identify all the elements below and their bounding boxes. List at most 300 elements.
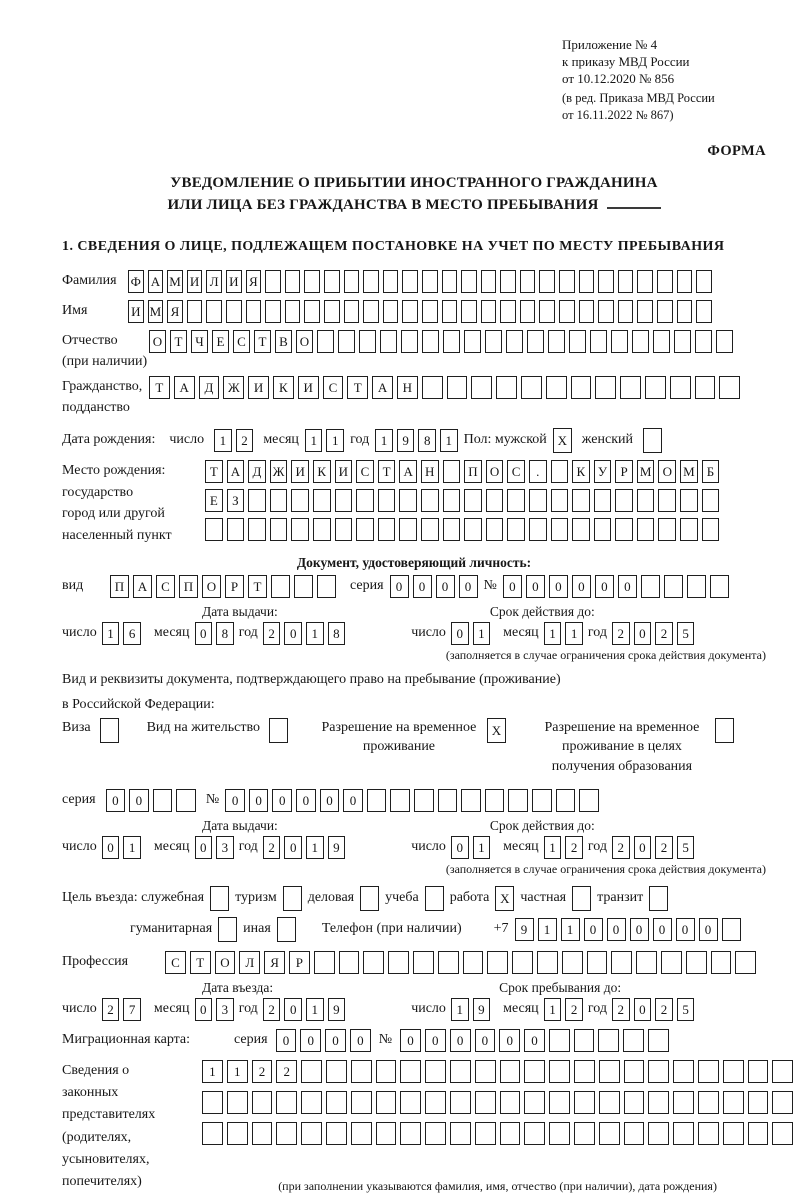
char-cell[interactable] — [551, 489, 569, 512]
char-cell[interactable] — [210, 886, 229, 911]
char-cell[interactable] — [549, 1060, 570, 1083]
char-cell[interactable]: Ж — [270, 460, 288, 483]
char-cell[interactable]: 2 — [612, 836, 630, 859]
char-cell[interactable] — [549, 1029, 570, 1052]
char-cell[interactable] — [461, 789, 481, 812]
char-cell[interactable] — [696, 300, 712, 323]
char-cell[interactable]: И — [187, 270, 203, 293]
char-cell[interactable] — [500, 1091, 521, 1114]
char-cell[interactable] — [301, 1060, 322, 1083]
char-cell[interactable] — [615, 489, 633, 512]
char-cell[interactable] — [673, 1060, 694, 1083]
char-cell[interactable]: 0 — [195, 998, 213, 1021]
char-cell[interactable] — [338, 330, 355, 353]
char-cell[interactable] — [611, 951, 632, 974]
char-cell[interactable]: 5 — [677, 622, 695, 645]
char-cell[interactable] — [559, 300, 575, 323]
char-cell[interactable]: 0 — [572, 575, 591, 598]
char-cell[interactable] — [425, 1091, 446, 1114]
char-cell[interactable] — [376, 1091, 397, 1114]
char-cell[interactable] — [304, 300, 320, 323]
char-cell[interactable]: 0 — [618, 575, 637, 598]
char-cell[interactable]: 9 — [328, 836, 346, 859]
char-cell[interactable] — [304, 270, 320, 293]
char-cell[interactable]: О — [202, 575, 221, 598]
char-cell[interactable] — [227, 518, 245, 541]
char-cell[interactable] — [383, 300, 399, 323]
char-cell[interactable] — [464, 489, 482, 512]
char-cell[interactable] — [464, 518, 482, 541]
char-cell[interactable]: 2 — [655, 998, 673, 1021]
char-cell[interactable] — [443, 330, 460, 353]
char-cell[interactable]: 2 — [236, 429, 254, 452]
char-cell[interactable] — [641, 575, 660, 598]
char-cell[interactable]: К — [273, 376, 294, 399]
char-cell[interactable]: 0 — [296, 789, 316, 812]
char-cell[interactable] — [702, 518, 720, 541]
char-cell[interactable]: И — [248, 376, 269, 399]
char-cell[interactable] — [376, 1122, 397, 1145]
char-cell[interactable] — [356, 518, 374, 541]
char-cell[interactable]: 0 — [390, 575, 409, 598]
char-cell[interactable]: 3 — [216, 836, 234, 859]
char-cell[interactable] — [485, 330, 502, 353]
char-cell[interactable] — [599, 1060, 620, 1083]
char-cell[interactable] — [657, 270, 673, 293]
char-cell[interactable] — [414, 789, 434, 812]
char-cell[interactable]: X — [553, 428, 572, 453]
char-cell[interactable] — [562, 951, 583, 974]
char-cell[interactable]: И — [128, 300, 144, 323]
char-cell[interactable] — [643, 428, 662, 453]
char-cell[interactable] — [313, 489, 331, 512]
char-cell[interactable]: 1 — [451, 998, 469, 1021]
char-cell[interactable]: 2 — [655, 622, 673, 645]
char-cell[interactable]: 1 — [227, 1060, 248, 1083]
char-cell[interactable]: Р — [225, 575, 244, 598]
char-cell[interactable]: 0 — [676, 918, 695, 941]
char-cell[interactable]: А — [399, 460, 417, 483]
char-cell[interactable]: Ж — [223, 376, 244, 399]
char-cell[interactable] — [772, 1060, 793, 1083]
char-cell[interactable]: П — [179, 575, 198, 598]
char-cell[interactable] — [687, 575, 706, 598]
char-cell[interactable] — [413, 951, 434, 974]
char-cell[interactable] — [270, 489, 288, 512]
char-cell[interactable] — [645, 376, 666, 399]
char-cell[interactable] — [326, 1091, 347, 1114]
char-cell[interactable]: 0 — [276, 1029, 297, 1052]
char-cell[interactable] — [344, 300, 360, 323]
char-cell[interactable] — [574, 1122, 595, 1145]
char-cell[interactable] — [507, 489, 525, 512]
char-cell[interactable] — [326, 1060, 347, 1083]
char-cell[interactable] — [637, 300, 653, 323]
char-cell[interactable] — [471, 376, 492, 399]
char-cell[interactable]: 1 — [306, 998, 324, 1021]
char-cell[interactable] — [539, 300, 555, 323]
char-cell[interactable] — [657, 300, 673, 323]
char-cell[interactable] — [512, 951, 533, 974]
char-cell[interactable]: Ч — [191, 330, 208, 353]
char-cell[interactable]: 0 — [450, 1029, 471, 1052]
char-cell[interactable]: 0 — [413, 575, 432, 598]
char-cell[interactable] — [556, 789, 576, 812]
char-cell[interactable]: Л — [206, 270, 222, 293]
char-cell[interactable] — [680, 489, 698, 512]
char-cell[interactable]: И — [291, 460, 309, 483]
char-cell[interactable]: 2 — [252, 1060, 273, 1083]
char-cell[interactable] — [637, 489, 655, 512]
char-cell[interactable] — [529, 518, 547, 541]
char-cell[interactable]: 5 — [677, 998, 695, 1021]
char-cell[interactable]: З — [227, 489, 245, 512]
char-cell[interactable]: 0 — [284, 998, 302, 1021]
char-cell[interactable] — [574, 1029, 595, 1052]
char-cell[interactable] — [400, 1060, 421, 1083]
char-cell[interactable]: М — [167, 270, 183, 293]
char-cell[interactable]: О — [658, 460, 676, 483]
char-cell[interactable] — [496, 376, 517, 399]
char-cell[interactable] — [100, 718, 119, 743]
char-cell[interactable] — [378, 518, 396, 541]
char-cell[interactable]: П — [110, 575, 129, 598]
char-cell[interactable] — [443, 489, 461, 512]
char-cell[interactable]: 0 — [459, 575, 478, 598]
char-cell[interactable]: Т — [190, 951, 211, 974]
char-cell[interactable] — [637, 270, 653, 293]
char-cell[interactable] — [351, 1091, 372, 1114]
char-cell[interactable] — [294, 575, 313, 598]
char-cell[interactable] — [649, 886, 668, 911]
char-cell[interactable] — [537, 951, 558, 974]
char-cell[interactable] — [421, 489, 439, 512]
char-cell[interactable] — [248, 518, 266, 541]
char-cell[interactable] — [698, 1122, 719, 1145]
char-cell[interactable] — [399, 489, 417, 512]
char-cell[interactable] — [202, 1091, 223, 1114]
char-cell[interactable] — [590, 330, 607, 353]
char-cell[interactable] — [400, 1122, 421, 1145]
char-cell[interactable] — [532, 789, 552, 812]
char-cell[interactable]: 0 — [249, 789, 269, 812]
char-cell[interactable] — [594, 518, 612, 541]
char-cell[interactable] — [574, 1060, 595, 1083]
char-cell[interactable] — [702, 489, 720, 512]
char-cell[interactable] — [521, 376, 542, 399]
char-cell[interactable] — [335, 489, 353, 512]
char-cell[interactable]: Н — [421, 460, 439, 483]
char-cell[interactable]: 1 — [102, 622, 120, 645]
char-cell[interactable] — [716, 330, 733, 353]
char-cell[interactable] — [723, 1060, 744, 1083]
char-cell[interactable] — [314, 951, 335, 974]
char-cell[interactable] — [680, 518, 698, 541]
char-cell[interactable]: 2 — [263, 836, 281, 859]
char-cell[interactable] — [658, 489, 676, 512]
char-cell[interactable]: 2 — [102, 998, 120, 1021]
char-cell[interactable] — [388, 951, 409, 974]
char-cell[interactable] — [648, 1060, 669, 1083]
char-cell[interactable]: С — [356, 460, 374, 483]
char-cell[interactable]: Т — [170, 330, 187, 353]
char-cell[interactable] — [710, 575, 729, 598]
char-cell[interactable]: 0 — [524, 1029, 545, 1052]
char-cell[interactable]: X — [495, 886, 514, 911]
char-cell[interactable] — [658, 518, 676, 541]
char-cell[interactable] — [425, 886, 444, 911]
char-cell[interactable] — [546, 376, 567, 399]
char-cell[interactable] — [579, 270, 595, 293]
char-cell[interactable] — [569, 330, 586, 353]
char-cell[interactable] — [500, 1060, 521, 1083]
char-cell[interactable] — [673, 1122, 694, 1145]
char-cell[interactable] — [425, 1122, 446, 1145]
char-cell[interactable] — [520, 300, 536, 323]
char-cell[interactable]: 7 — [123, 998, 141, 1021]
char-cell[interactable] — [548, 330, 565, 353]
char-cell[interactable]: 0 — [195, 836, 213, 859]
char-cell[interactable]: 3 — [216, 998, 234, 1021]
char-cell[interactable] — [664, 575, 683, 598]
char-cell[interactable] — [402, 270, 418, 293]
char-cell[interactable]: 0 — [102, 836, 120, 859]
char-cell[interactable] — [270, 518, 288, 541]
char-cell[interactable] — [695, 376, 716, 399]
char-cell[interactable]: А — [372, 376, 393, 399]
char-cell[interactable]: Б — [702, 460, 720, 483]
char-cell[interactable] — [529, 489, 547, 512]
char-cell[interactable]: 2 — [565, 836, 583, 859]
char-cell[interactable] — [367, 789, 387, 812]
char-cell[interactable]: 0 — [499, 1029, 520, 1052]
char-cell[interactable]: А — [174, 376, 195, 399]
char-cell[interactable] — [648, 1122, 669, 1145]
char-cell[interactable] — [598, 300, 614, 323]
char-cell[interactable] — [653, 330, 670, 353]
char-cell[interactable]: 1 — [544, 998, 562, 1021]
char-cell[interactable] — [380, 330, 397, 353]
char-cell[interactable]: . — [529, 460, 547, 483]
char-cell[interactable]: 5 — [677, 836, 695, 859]
char-cell[interactable] — [549, 1091, 570, 1114]
char-cell[interactable] — [698, 1060, 719, 1083]
char-cell[interactable]: 0 — [300, 1029, 321, 1052]
char-cell[interactable]: 0 — [400, 1029, 421, 1052]
char-cell[interactable]: Д — [248, 460, 266, 483]
char-cell[interactable] — [359, 330, 376, 353]
char-cell[interactable] — [723, 1122, 744, 1145]
char-cell[interactable] — [276, 1122, 297, 1145]
char-cell[interactable]: 0 — [630, 918, 649, 941]
char-cell[interactable]: Т — [378, 460, 396, 483]
char-cell[interactable] — [623, 1029, 644, 1052]
char-cell[interactable] — [486, 518, 504, 541]
char-cell[interactable]: 0 — [425, 1029, 446, 1052]
char-cell[interactable] — [401, 330, 418, 353]
char-cell[interactable]: 2 — [612, 622, 630, 645]
char-cell[interactable]: М — [680, 460, 698, 483]
char-cell[interactable]: 0 — [129, 789, 149, 812]
char-cell[interactable] — [252, 1122, 273, 1145]
char-cell[interactable] — [677, 300, 693, 323]
char-cell[interactable]: 0 — [634, 622, 652, 645]
char-cell[interactable] — [376, 1060, 397, 1083]
char-cell[interactable] — [698, 1091, 719, 1114]
char-cell[interactable] — [283, 886, 302, 911]
char-cell[interactable] — [524, 1122, 545, 1145]
char-cell[interactable]: 1 — [306, 622, 324, 645]
char-cell[interactable]: 2 — [263, 622, 281, 645]
char-cell[interactable] — [422, 300, 438, 323]
char-cell[interactable]: 0 — [106, 789, 126, 812]
char-cell[interactable]: 8 — [328, 622, 346, 645]
char-cell[interactable] — [422, 376, 443, 399]
char-cell[interactable] — [464, 330, 481, 353]
char-cell[interactable] — [636, 951, 657, 974]
char-cell[interactable] — [673, 1091, 694, 1114]
char-cell[interactable] — [443, 460, 461, 483]
char-cell[interactable]: Р — [615, 460, 633, 483]
char-cell[interactable]: 0 — [195, 622, 213, 645]
char-cell[interactable]: 9 — [473, 998, 491, 1021]
char-cell[interactable] — [438, 951, 459, 974]
char-cell[interactable] — [648, 1091, 669, 1114]
char-cell[interactable]: Т — [254, 330, 271, 353]
char-cell[interactable]: С — [165, 951, 186, 974]
char-cell[interactable]: А — [133, 575, 152, 598]
char-cell[interactable]: 0 — [653, 918, 672, 941]
char-cell[interactable]: 0 — [343, 789, 363, 812]
char-cell[interactable] — [344, 270, 360, 293]
char-cell[interactable]: 0 — [526, 575, 545, 598]
char-cell[interactable] — [421, 518, 439, 541]
char-cell[interactable]: 1 — [305, 429, 323, 452]
char-cell[interactable]: 1 — [538, 918, 557, 941]
char-cell[interactable] — [252, 1091, 273, 1114]
char-cell[interactable]: М — [637, 460, 655, 483]
char-cell[interactable] — [339, 951, 360, 974]
char-cell[interactable] — [735, 951, 756, 974]
char-cell[interactable] — [572, 489, 590, 512]
char-cell[interactable]: 0 — [634, 998, 652, 1021]
char-cell[interactable] — [271, 575, 290, 598]
char-cell[interactable] — [677, 270, 693, 293]
char-cell[interactable] — [485, 789, 505, 812]
char-cell[interactable] — [422, 270, 438, 293]
char-cell[interactable]: А — [148, 270, 164, 293]
char-cell[interactable]: В — [275, 330, 292, 353]
char-cell[interactable] — [248, 489, 266, 512]
char-cell[interactable] — [696, 270, 712, 293]
char-cell[interactable] — [599, 1091, 620, 1114]
char-cell[interactable]: Т — [347, 376, 368, 399]
char-cell[interactable]: С — [507, 460, 525, 483]
char-cell[interactable]: 2 — [263, 998, 281, 1021]
char-cell[interactable] — [674, 330, 691, 353]
char-cell[interactable] — [772, 1091, 793, 1114]
char-cell[interactable]: А — [227, 460, 245, 483]
char-cell[interactable] — [301, 1091, 322, 1114]
char-cell[interactable] — [620, 376, 641, 399]
char-cell[interactable]: Ф — [128, 270, 144, 293]
char-cell[interactable] — [772, 1122, 793, 1145]
char-cell[interactable] — [539, 270, 555, 293]
char-cell[interactable] — [422, 330, 439, 353]
char-cell[interactable]: 8 — [418, 429, 436, 452]
char-cell[interactable] — [723, 1091, 744, 1114]
char-cell[interactable] — [425, 1060, 446, 1083]
char-cell[interactable]: 0 — [225, 789, 245, 812]
char-cell[interactable] — [363, 300, 379, 323]
char-cell[interactable]: 0 — [325, 1029, 346, 1052]
char-cell[interactable] — [461, 300, 477, 323]
char-cell[interactable]: И — [335, 460, 353, 483]
char-cell[interactable] — [443, 518, 461, 541]
char-cell[interactable]: 1 — [544, 836, 562, 859]
char-cell[interactable] — [205, 518, 223, 541]
char-cell[interactable] — [524, 1091, 545, 1114]
char-cell[interactable] — [624, 1091, 645, 1114]
char-cell[interactable] — [351, 1122, 372, 1145]
char-cell[interactable] — [648, 1029, 669, 1052]
char-cell[interactable]: 1 — [375, 429, 393, 452]
char-cell[interactable]: 0 — [549, 575, 568, 598]
char-cell[interactable]: X — [487, 718, 506, 743]
char-cell[interactable] — [475, 1060, 496, 1083]
char-cell[interactable] — [481, 270, 497, 293]
char-cell[interactable] — [335, 518, 353, 541]
char-cell[interactable]: 2 — [565, 998, 583, 1021]
char-cell[interactable]: 0 — [284, 622, 302, 645]
char-cell[interactable] — [450, 1091, 471, 1114]
char-cell[interactable]: 1 — [214, 429, 232, 452]
char-cell[interactable]: 1 — [473, 836, 491, 859]
char-cell[interactable] — [507, 518, 525, 541]
char-cell[interactable]: М — [148, 300, 164, 323]
char-cell[interactable]: Я — [167, 300, 183, 323]
char-cell[interactable]: 0 — [699, 918, 718, 941]
char-cell[interactable] — [594, 489, 612, 512]
char-cell[interactable] — [618, 300, 634, 323]
char-cell[interactable] — [438, 789, 458, 812]
char-cell[interactable]: 2 — [276, 1060, 297, 1083]
char-cell[interactable]: 1 — [440, 429, 458, 452]
char-cell[interactable] — [360, 886, 379, 911]
char-cell[interactable]: У — [594, 460, 612, 483]
char-cell[interactable] — [463, 951, 484, 974]
char-cell[interactable] — [285, 270, 301, 293]
char-cell[interactable] — [551, 518, 569, 541]
char-cell[interactable] — [618, 270, 634, 293]
char-cell[interactable] — [551, 460, 569, 483]
char-cell[interactable] — [447, 376, 468, 399]
char-cell[interactable] — [598, 1029, 619, 1052]
char-cell[interactable] — [399, 518, 417, 541]
char-cell[interactable] — [176, 789, 196, 812]
char-cell[interactable] — [500, 300, 516, 323]
char-cell[interactable]: 9 — [328, 998, 346, 1021]
char-cell[interactable] — [624, 1060, 645, 1083]
char-cell[interactable] — [351, 1060, 372, 1083]
char-cell[interactable] — [450, 1122, 471, 1145]
char-cell[interactable] — [574, 1091, 595, 1114]
char-cell[interactable] — [487, 951, 508, 974]
char-cell[interactable]: 1 — [123, 836, 141, 859]
char-cell[interactable]: О — [296, 330, 313, 353]
char-cell[interactable] — [356, 489, 374, 512]
char-cell[interactable]: 6 — [123, 622, 141, 645]
